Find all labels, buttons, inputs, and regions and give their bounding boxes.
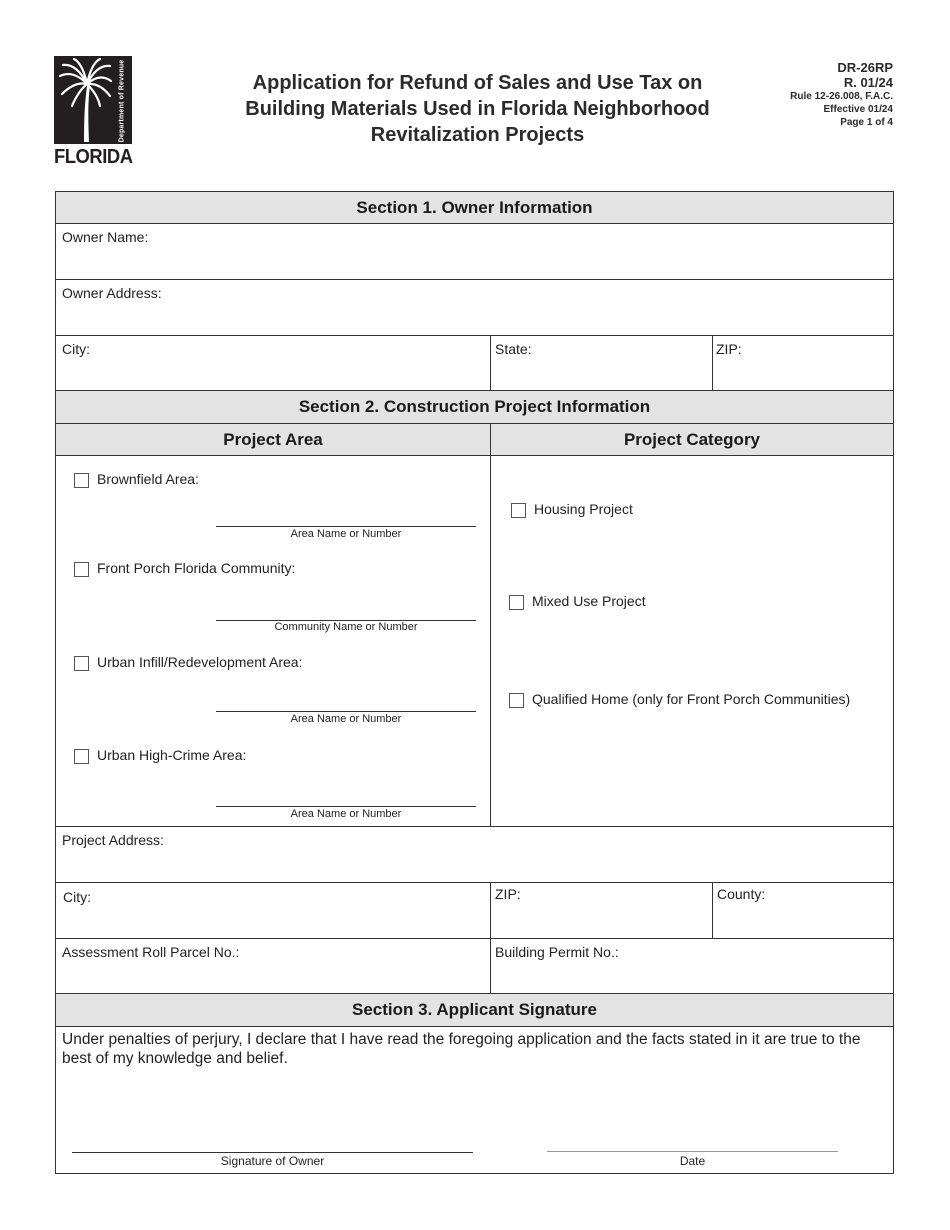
project-county-field[interactable]: County: bbox=[712, 883, 893, 938]
project-city-zip-county-row bbox=[56, 883, 893, 939]
project-area-category-block bbox=[56, 456, 893, 827]
project-address-field[interactable] bbox=[56, 827, 893, 883]
section1-header: Section 1. Owner Information bbox=[56, 192, 893, 224]
owner-address-label: Owner Address: bbox=[62, 285, 162, 301]
signature-block bbox=[56, 1027, 893, 1173]
form-effective: Effective 01/24 bbox=[823, 104, 893, 115]
owner-name-field[interactable] bbox=[56, 224, 893, 280]
housing-project-label: Housing Project bbox=[534, 501, 633, 517]
parcel-permit-row bbox=[56, 939, 893, 994]
section3-header: Section 3. Applicant Signature bbox=[56, 994, 893, 1027]
project-zip-field[interactable]: ZIP: bbox=[490, 883, 712, 938]
project-category-column bbox=[490, 456, 893, 826]
urban-infill-label: Urban Infill/Redevelopment Area: bbox=[97, 654, 303, 670]
logo-wordmark: FLORIDA bbox=[54, 146, 133, 168]
owner-signature-caption: Signature of Owner bbox=[220, 1154, 325, 1168]
form-page: Page 1 of 4 bbox=[840, 117, 893, 128]
owner-city-field[interactable]: City: bbox=[62, 341, 90, 357]
permit-number-field[interactable]: Building Permit No.: bbox=[490, 939, 893, 993]
form-identifier bbox=[790, 60, 893, 129]
owner-state-field[interactable]: State: bbox=[490, 336, 712, 390]
project-subheader-row bbox=[56, 424, 893, 456]
form-title: Application for Refund of Sales and Use Tax on Building Materials Used in Florida Neighborhood Revitalization Projects bbox=[245, 72, 710, 146]
qualified-home-checkbox[interactable] bbox=[509, 693, 524, 708]
owner-signature-line[interactable] bbox=[72, 1152, 473, 1153]
date-line[interactable] bbox=[547, 1151, 838, 1152]
mixed-use-checkbox[interactable] bbox=[509, 595, 524, 610]
brownfield-checkbox[interactable] bbox=[74, 473, 89, 488]
brownfield-label: Brownfield Area: bbox=[97, 471, 199, 487]
urban-infill-checkbox[interactable] bbox=[74, 656, 89, 671]
high-crime-name-line[interactable] bbox=[216, 806, 476, 807]
project-address-label: Project Address: bbox=[62, 832, 164, 848]
form-rule: Rule 12-26.008, F.A.C. bbox=[790, 91, 893, 102]
owner-zip-field[interactable]: ZIP: bbox=[712, 336, 893, 390]
high-crime-caption: Area Name or Number bbox=[290, 808, 402, 820]
section2-header: Section 2. Construction Project Information bbox=[56, 391, 893, 424]
parcel-number-field[interactable]: Assessment Roll Parcel No.: bbox=[62, 944, 240, 960]
project-city-field[interactable]: City: bbox=[63, 889, 91, 905]
logo-department-text: Department of Revenue bbox=[118, 59, 126, 143]
perjury-declaration: Under penalties of perjury, I declare that I have read the foregoing application and the facts stated in it are true to the best of my knowledge and belief. bbox=[62, 1031, 861, 1067]
housing-project-checkbox[interactable] bbox=[511, 503, 526, 518]
florida-dor-logo bbox=[54, 56, 132, 166]
front-porch-label: Front Porch Florida Community: bbox=[97, 560, 296, 576]
application-form bbox=[55, 191, 894, 1174]
high-crime-checkbox[interactable] bbox=[74, 749, 89, 764]
owner-address-field[interactable] bbox=[56, 280, 893, 336]
urban-infill-name-line[interactable] bbox=[216, 711, 476, 712]
form-revision: R. 01/24 bbox=[843, 75, 893, 90]
project-area-header: Project Area bbox=[223, 430, 323, 449]
brownfield-caption: Area Name or Number bbox=[290, 528, 402, 540]
owner-city-state-zip-row bbox=[56, 336, 893, 391]
project-category-header: Project Category bbox=[490, 424, 893, 455]
front-porch-checkbox[interactable] bbox=[74, 562, 89, 577]
brownfield-name-line[interactable] bbox=[216, 526, 476, 527]
form-number: DR-26RP bbox=[837, 60, 893, 75]
mixed-use-label: Mixed Use Project bbox=[532, 593, 646, 609]
date-caption: Date bbox=[679, 1154, 706, 1168]
front-porch-caption: Community Name or Number bbox=[274, 621, 418, 633]
project-area-column bbox=[56, 456, 490, 826]
urban-infill-caption: Area Name or Number bbox=[290, 713, 402, 725]
high-crime-label: Urban High-Crime Area: bbox=[97, 747, 247, 763]
qualified-home-label: Qualified Home (only for Front Porch Communities) bbox=[532, 691, 851, 707]
owner-name-label: Owner Name: bbox=[62, 229, 149, 245]
